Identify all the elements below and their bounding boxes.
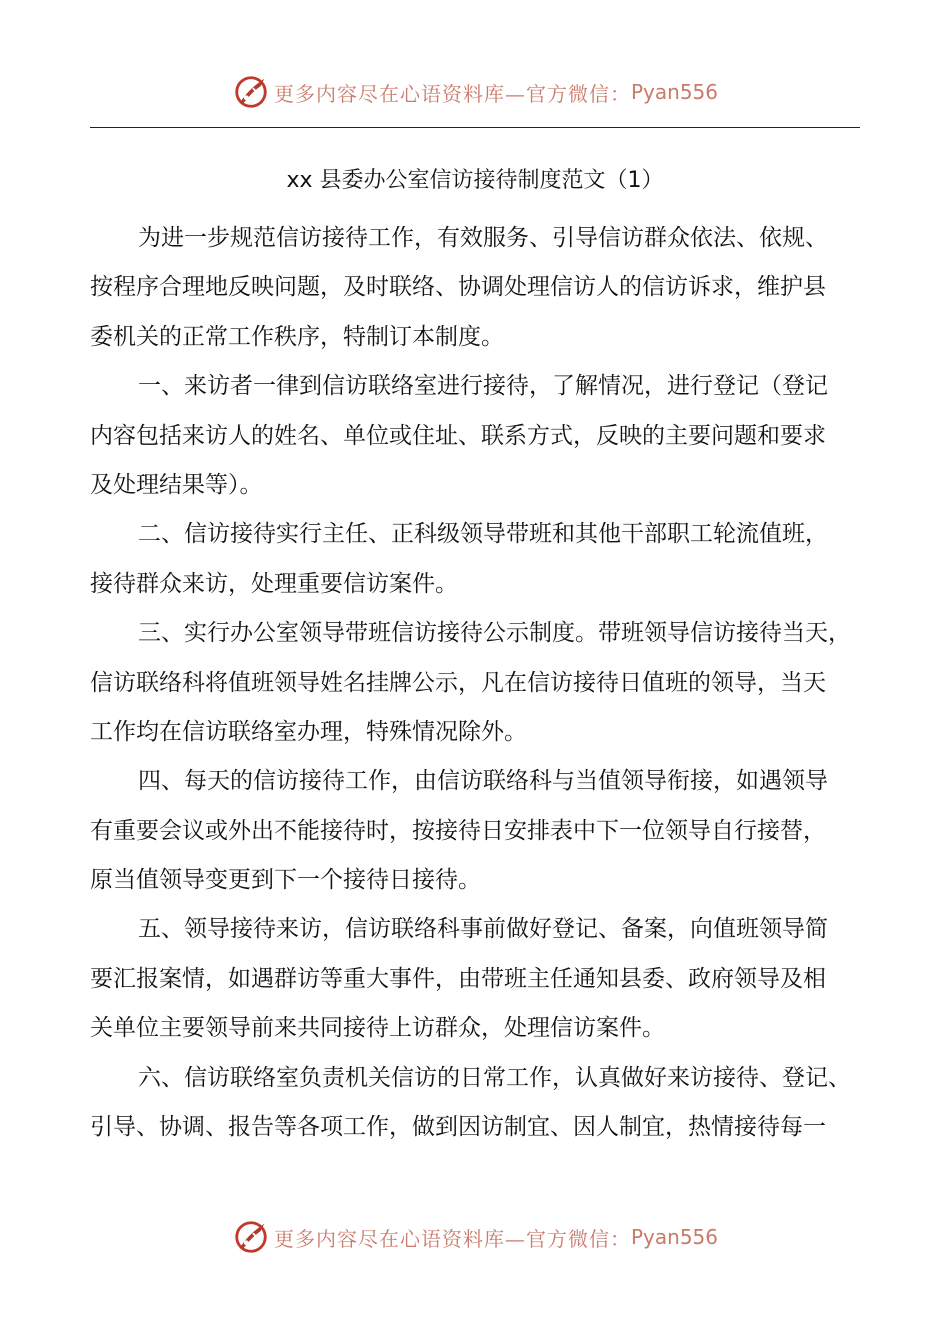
document-title: xx 县委办公室信访接待制度范文（1）: [286, 168, 664, 193]
text-line: 三、实行办公室领导带班信访接待公示制度。带班领导信访接待当天，: [138, 620, 851, 647]
text-line: 按程序合理地反映问题，及时联络、协调处理信访人的信访诉求，维护县: [90, 274, 826, 301]
text-line: 四、每天的信访接待工作，由信访联络科与当值领导衔接，如遇领导: [138, 768, 828, 795]
text-line: 工作均在信访联络室办理，特殊情况除外。: [90, 718, 527, 745]
banner-text: 更多内容尽在心语资料库—官方微信：: [273, 81, 631, 106]
text-line: 接待群众来访，处理重要信访案件。: [90, 570, 458, 597]
pen-logo-icon: [232, 73, 270, 111]
text-line: 内容包括来访人的姓名、单位或住址、联系方式，反映的主要问题和要求: [90, 422, 826, 449]
text-line: 一、来访者一律到信访联络室进行接待，了解情况，进行登记（登记: [138, 373, 828, 400]
text-line: 原当值领导变更到下一个接待日接待。: [90, 867, 481, 894]
text-line: 信访联络科将值班领导姓名挂牌公示，凡在信访接待日值班的领导，当天: [90, 669, 826, 696]
banner-text: 更多内容尽在心语资料库—官方微信：: [273, 1226, 631, 1251]
text-line: 六、信访联络室负责机关信访的日常工作，认真做好来访接待、登记、: [138, 1064, 851, 1091]
text-line: 要汇报案情，如遇群访等重大事件，由带班主任通知县委、政府领导及相: [90, 965, 826, 992]
text-line: 引导、协调、报告等各项工作，做到因访制宜、因人制宜，热情接待每一: [90, 1114, 826, 1141]
text-line: 关单位主要领导前来共同接待上访群众，处理信访案件。: [90, 1015, 665, 1042]
text-line: 二、信访接待实行主任、正科级领导带班和其他干部职工轮流值班，: [138, 521, 828, 548]
header-watermark-banner: [0, 70, 950, 114]
banner-wechat-id: Pyan556: [630, 1225, 718, 1249]
text-line: 五、领导接待来访，信访联络科事前做好登记、备案，向值班领导简: [138, 916, 828, 943]
text-line: 及处理结果等）。: [90, 471, 263, 498]
text-line: 为进一步规范信访接待工作，有效服务、引导信访群众依法、依规、: [138, 225, 828, 251]
header-divider: [90, 127, 860, 128]
banner-wechat-id: Pyan556: [630, 80, 718, 104]
text-line: 有重要会议或外出不能接待时，按接待日安排表中下一位领导自行接替，: [90, 817, 826, 844]
pen-logo-icon: [232, 1218, 270, 1256]
text-line: 委机关的正常工作秩序，特制订本制度。: [90, 323, 504, 350]
document-body: [90, 214, 870, 1152]
footer-watermark-banner: [0, 1215, 950, 1259]
